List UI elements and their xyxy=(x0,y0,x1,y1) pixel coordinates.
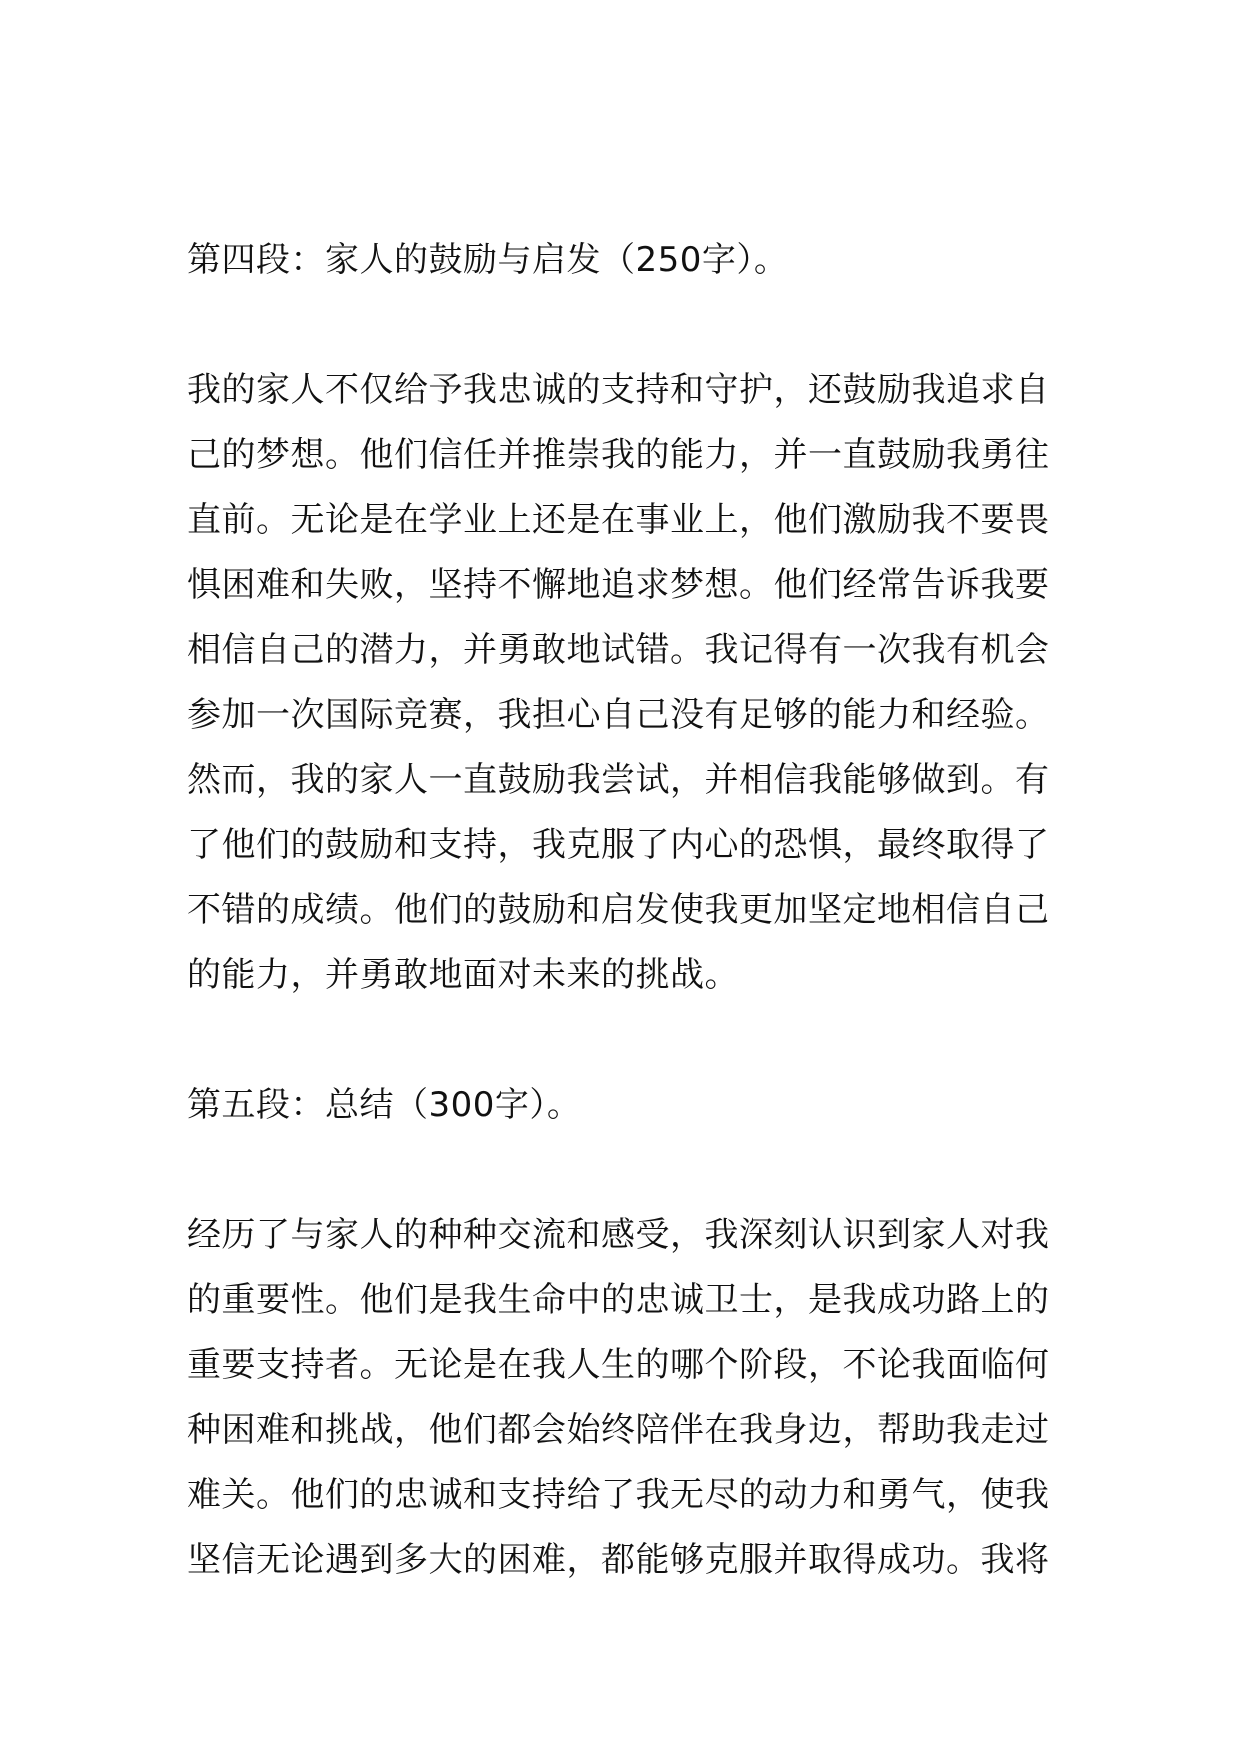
document-body xyxy=(187,228,1057,1593)
text-line: 不错的成绩。他们的鼓励和启发使我更加坚定地相信自己 xyxy=(187,890,1050,930)
text-line: 了他们的鼓励和支持，我克服了内心的恐惧，最终取得了 xyxy=(187,825,1050,865)
text-line: 的能力，并勇敢地面对未来的挑战。 xyxy=(187,955,739,995)
paragraph-gap xyxy=(187,1138,1057,1203)
section-5-paragraph xyxy=(187,1203,1057,1593)
text-line: 己的梦想。他们信任并推崇我的能力，并一直鼓励我勇往 xyxy=(187,435,1050,475)
paragraph-gap xyxy=(187,293,1057,358)
text-line: 坚信无论遇到多大的困难，都能够克服并取得成功。我将 xyxy=(187,1540,1050,1580)
text-line: 惧困难和失败，坚持不懈地追求梦想。他们经常告诉我要 xyxy=(187,565,1050,605)
text-line: 我的家人不仅给予我忠诚的支持和守护，还鼓励我追求自 xyxy=(187,370,1050,410)
text-line: 种困难和挑战，他们都会始终陪伴在我身边，帮助我走过 xyxy=(187,1410,1050,1450)
text-line: 参加一次国际竞赛，我担心自己没有足够的能力和经验。 xyxy=(187,695,1050,735)
text-line: 的重要性。他们是我生命中的忠诚卫士，是我成功路上的 xyxy=(187,1280,1050,1320)
text-line: 难关。他们的忠诚和支持给了我无尽的动力和勇气，使我 xyxy=(187,1475,1050,1515)
text-line: 然而，我的家人一直鼓励我尝试，并相信我能够做到。有 xyxy=(187,760,1050,800)
text-line: 经历了与家人的种种交流和感受，我深刻认识到家人对我 xyxy=(187,1215,1050,1255)
text-line: 直前。无论是在学业上还是在事业上，他们激励我不要畏 xyxy=(187,500,1050,540)
section-4-paragraph xyxy=(187,358,1057,1008)
paragraph-gap xyxy=(187,1008,1057,1073)
section-5-heading: 第五段：总结（300字）。 xyxy=(187,1085,582,1125)
text-line: 重要支持者。无论是在我人生的哪个阶段，不论我面临何 xyxy=(187,1345,1050,1385)
section-4-heading: 第四段：家人的鼓励与启发（250字）。 xyxy=(187,240,789,280)
text-line: 相信自己的潜力，并勇敢地试错。我记得有一次我有机会 xyxy=(187,630,1050,670)
